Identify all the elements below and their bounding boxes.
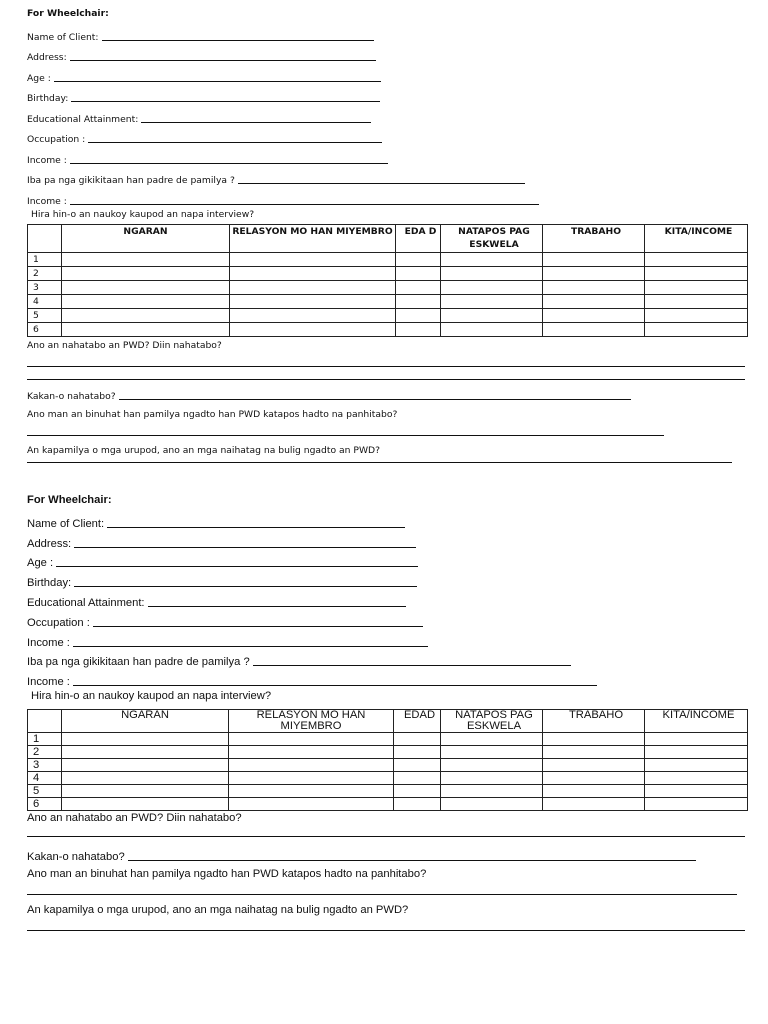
cell-natapos[interactable]: [441, 266, 543, 280]
table-header-row: [28, 710, 748, 733]
fill-line[interactable]: [141, 122, 371, 123]
header-relasyon: RELASYON MO HAN MIYEMBRO: [230, 224, 396, 252]
field-label: Occupation :: [27, 134, 86, 145]
table-row: [28, 772, 748, 785]
field-label: Iba pa nga gikikitaan han padre de pamilya ?: [27, 175, 235, 186]
header-ngaran: NGARAN: [62, 710, 229, 733]
cell-natapos[interactable]: [441, 308, 543, 322]
fill-line[interactable]: [148, 606, 406, 607]
cell-ngaran[interactable]: [62, 280, 230, 294]
header-edad: EDA D: [396, 224, 441, 252]
field-label: Income :: [27, 636, 70, 649]
answer-line[interactable]: [27, 435, 664, 436]
table-row: [28, 798, 748, 811]
table-row: [28, 280, 748, 294]
cell-natapos[interactable]: [441, 759, 543, 772]
cell-natapos[interactable]: [441, 746, 543, 759]
header-relasyon: RELASYON MO HAN MIYEMBRO: [229, 710, 394, 733]
cell-edad[interactable]: [394, 759, 441, 772]
field-label: Occupation :: [27, 616, 90, 629]
cell-natapos[interactable]: [441, 798, 543, 811]
row-number: 4: [28, 772, 62, 785]
field-label: Iba pa nga gikikitaan han padre de pamilya ?: [27, 656, 250, 669]
field-birthday: [27, 569, 747, 589]
question-family-action: Ano man an binuhat han pamilya ngadto han PWD katapos hadto na panhitabo?: [27, 408, 398, 420]
table-row: [28, 322, 748, 336]
form-title: For Wheelchair:: [27, 494, 112, 506]
header-edad: EDAD: [394, 710, 441, 733]
cell-edad[interactable]: [394, 733, 441, 746]
cell-trabaho[interactable]: [543, 266, 645, 280]
field-income: [27, 145, 747, 166]
row-number: 6: [28, 322, 62, 336]
cell-kita[interactable]: [645, 746, 748, 759]
question-what-happened: Ano an nahatabo an PWD? Diin nahatabo?: [27, 812, 242, 825]
cell-kita[interactable]: [645, 759, 748, 772]
table-row: [28, 308, 748, 322]
cell-edad[interactable]: [396, 322, 441, 336]
fill-line[interactable]: [56, 566, 418, 567]
question-help-given: An kapamilya o mga urupod, ano an mga naihatag na bulig ngadto an PWD?: [27, 444, 380, 456]
cell-kita[interactable]: [645, 798, 748, 811]
field-label: Name of Client:: [27, 517, 105, 530]
cell-relasyon[interactable]: [229, 733, 394, 746]
question-family-action: Ano man an binuhat han pamilya ngadto han PWD katapos hadto na panhitabo?: [27, 868, 427, 881]
field-label: Income :: [27, 676, 70, 689]
header-kita: KITA/INCOME: [645, 224, 748, 252]
fill-line[interactable]: [102, 40, 374, 41]
fill-line[interactable]: [253, 665, 571, 666]
cell-edad[interactable]: [396, 280, 441, 294]
cell-natapos[interactable]: [441, 785, 543, 798]
cell-ngaran[interactable]: [62, 785, 229, 798]
row-number: 3: [28, 280, 62, 294]
field-other-income-source: [27, 166, 747, 187]
client-fields: [27, 510, 747, 688]
cell-ngaran[interactable]: [62, 308, 230, 322]
household-table: [27, 224, 748, 337]
header-trabaho: TRABAHO: [543, 224, 645, 252]
cell-ngaran[interactable]: [62, 746, 229, 759]
cell-edad[interactable]: [394, 746, 441, 759]
table-row: [28, 266, 748, 280]
field-other-income-source: [27, 649, 747, 669]
row-number: 3: [28, 759, 62, 772]
cell-ngaran[interactable]: [62, 252, 230, 266]
fill-line[interactable]: [54, 81, 381, 82]
cell-relasyon[interactable]: [229, 759, 394, 772]
field-birthday: [27, 84, 747, 105]
cell-relasyon[interactable]: [230, 308, 396, 322]
fill-line[interactable]: [71, 101, 380, 102]
field-occupation: [27, 125, 747, 146]
fill-line[interactable]: [70, 204, 539, 205]
cell-natapos[interactable]: [441, 733, 543, 746]
field-address: [27, 43, 747, 64]
header-trabaho: TRABAHO: [543, 710, 645, 733]
cell-relasyon[interactable]: [229, 772, 394, 785]
fill-line[interactable]: [107, 527, 405, 528]
question-what-happened: Ano an nahatabo an PWD? Diin nahatabo?: [27, 339, 222, 351]
cell-edad[interactable]: [396, 308, 441, 322]
field-income: [27, 629, 747, 649]
row-number: 2: [28, 746, 62, 759]
cell-edad[interactable]: [394, 798, 441, 811]
cell-edad[interactable]: [396, 294, 441, 308]
fill-line[interactable]: [73, 646, 428, 647]
field-label: Birthday:: [27, 93, 69, 104]
field-label: Income :: [27, 195, 67, 207]
question-label: Kakan-o nahatabo?: [27, 390, 116, 402]
field-name-of-client: [27, 22, 747, 43]
cell-kita[interactable]: [645, 252, 748, 266]
cell-ngaran[interactable]: [62, 798, 229, 811]
header-ngaran: NGARAN: [62, 224, 230, 252]
question-label: Kakan-o nahatabo?: [27, 851, 125, 864]
table-row: [28, 759, 748, 772]
cell-trabaho[interactable]: [543, 759, 645, 772]
cell-ngaran[interactable]: [62, 759, 229, 772]
form-title: For Wheelchair:: [27, 8, 109, 19]
cell-trabaho[interactable]: [543, 798, 645, 811]
cell-edad[interactable]: [396, 252, 441, 266]
question-when-happened: [27, 843, 747, 863]
table-row: [28, 733, 748, 746]
cell-kita[interactable]: [645, 266, 748, 280]
cell-natapos[interactable]: [441, 772, 543, 785]
table-row: [28, 252, 748, 266]
cell-kita[interactable]: [645, 280, 748, 294]
question-when-happened: [27, 384, 747, 402]
wheelchair-form-1: [27, 6, 747, 463]
header-natapos: NATAPOS PAG ESKWELA: [441, 710, 543, 733]
household-table: [27, 709, 748, 811]
row-number: 5: [28, 308, 62, 322]
cell-trabaho[interactable]: [543, 746, 645, 759]
household-question: Hira hin-o an naukoy kaupod an napa interview?: [31, 208, 255, 220]
cell-ngaran[interactable]: [62, 322, 230, 336]
fill-line[interactable]: [74, 547, 416, 548]
cell-edad[interactable]: [394, 772, 441, 785]
header-index: [28, 224, 62, 252]
cell-trabaho[interactable]: [543, 733, 645, 746]
question-help-given: An kapamilya o mga urupod, ano an mga naihatag na bulig ngadto an PWD?: [27, 904, 409, 917]
field-label: Address:: [27, 537, 72, 550]
cell-relasyon[interactable]: [230, 280, 396, 294]
row-number: 1: [28, 252, 62, 266]
field-educational-attainment: [27, 104, 747, 125]
field-educational-attainment: [27, 589, 747, 609]
cell-relasyon[interactable]: [230, 322, 396, 336]
row-number: 2: [28, 266, 62, 280]
table-header-row: [28, 224, 748, 252]
fill-line[interactable]: [119, 399, 631, 400]
cell-natapos[interactable]: [441, 294, 543, 308]
field-age: [27, 63, 747, 84]
cell-natapos[interactable]: [441, 280, 543, 294]
fill-line[interactable]: [70, 163, 388, 164]
answer-line[interactable]: [27, 462, 732, 463]
cell-edad[interactable]: [394, 785, 441, 798]
fill-line[interactable]: [73, 685, 597, 686]
row-number: 1: [28, 733, 62, 746]
cell-kita[interactable]: [645, 322, 748, 336]
cell-natapos[interactable]: [441, 322, 543, 336]
header-index: [28, 710, 62, 733]
field-label: Income :: [27, 154, 67, 166]
cell-natapos[interactable]: [441, 252, 543, 266]
fill-line[interactable]: [238, 183, 525, 184]
answer-line[interactable]: [27, 930, 745, 931]
cell-relasyon[interactable]: [229, 798, 394, 811]
cell-edad[interactable]: [396, 266, 441, 280]
field-label: Educational Attainment:: [27, 113, 139, 125]
wheelchair-form-2: [27, 490, 747, 931]
table-row: [28, 785, 748, 798]
cell-trabaho[interactable]: [543, 322, 645, 336]
table-row: [28, 746, 748, 759]
cell-trabaho[interactable]: [543, 294, 645, 308]
cell-ngaran[interactable]: [62, 772, 229, 785]
cell-kita[interactable]: [645, 308, 748, 322]
cell-relasyon[interactable]: [229, 785, 394, 798]
fill-line[interactable]: [93, 626, 423, 627]
field-label: Age :: [27, 557, 54, 570]
cell-kita[interactable]: [645, 772, 748, 785]
cell-trabaho[interactable]: [543, 280, 645, 294]
answer-line[interactable]: [27, 894, 737, 895]
cell-ngaran[interactable]: [62, 733, 229, 746]
fill-line[interactable]: [74, 586, 417, 587]
field-name-of-client: [27, 510, 747, 530]
cell-kita[interactable]: [645, 785, 748, 798]
cell-relasyon[interactable]: [229, 746, 394, 759]
cell-ngaran[interactable]: [62, 294, 230, 308]
cell-trabaho[interactable]: [543, 772, 645, 785]
household-question: Hira hin-o an naukoy kaupod an napa interview?: [31, 690, 272, 703]
fill-line[interactable]: [128, 860, 696, 861]
field-income-2: [27, 668, 747, 688]
field-label: Address:: [27, 52, 67, 63]
row-number: 5: [28, 785, 62, 798]
row-number: 6: [28, 798, 62, 811]
field-address: [27, 530, 747, 550]
fill-line[interactable]: [88, 142, 382, 143]
cell-trabaho[interactable]: [543, 785, 645, 798]
header-natapos: NATAPOS PAG ESKWELA: [441, 224, 543, 252]
answer-line[interactable]: [27, 379, 745, 380]
cell-trabaho[interactable]: [543, 252, 645, 266]
cell-trabaho[interactable]: [543, 308, 645, 322]
field-occupation: [27, 609, 747, 629]
fill-line[interactable]: [70, 60, 376, 61]
answer-line[interactable]: [27, 836, 745, 837]
cell-relasyon[interactable]: [230, 294, 396, 308]
table-row: [28, 294, 748, 308]
field-label: Age :: [27, 72, 51, 84]
field-income-2: [27, 186, 747, 207]
cell-kita[interactable]: [645, 294, 748, 308]
cell-relasyon[interactable]: [230, 252, 396, 266]
field-label: Birthday:: [27, 577, 72, 590]
cell-relasyon[interactable]: [230, 266, 396, 280]
field-label: Name of Client:: [27, 31, 99, 43]
row-number: 4: [28, 294, 62, 308]
client-fields: [27, 22, 747, 207]
answer-line[interactable]: [27, 366, 745, 367]
header-kita: KITA/INCOME: [645, 710, 748, 733]
cell-kita[interactable]: [645, 733, 748, 746]
field-label: Educational Attainment:: [27, 596, 145, 609]
field-age: [27, 550, 747, 570]
cell-ngaran[interactable]: [62, 266, 230, 280]
